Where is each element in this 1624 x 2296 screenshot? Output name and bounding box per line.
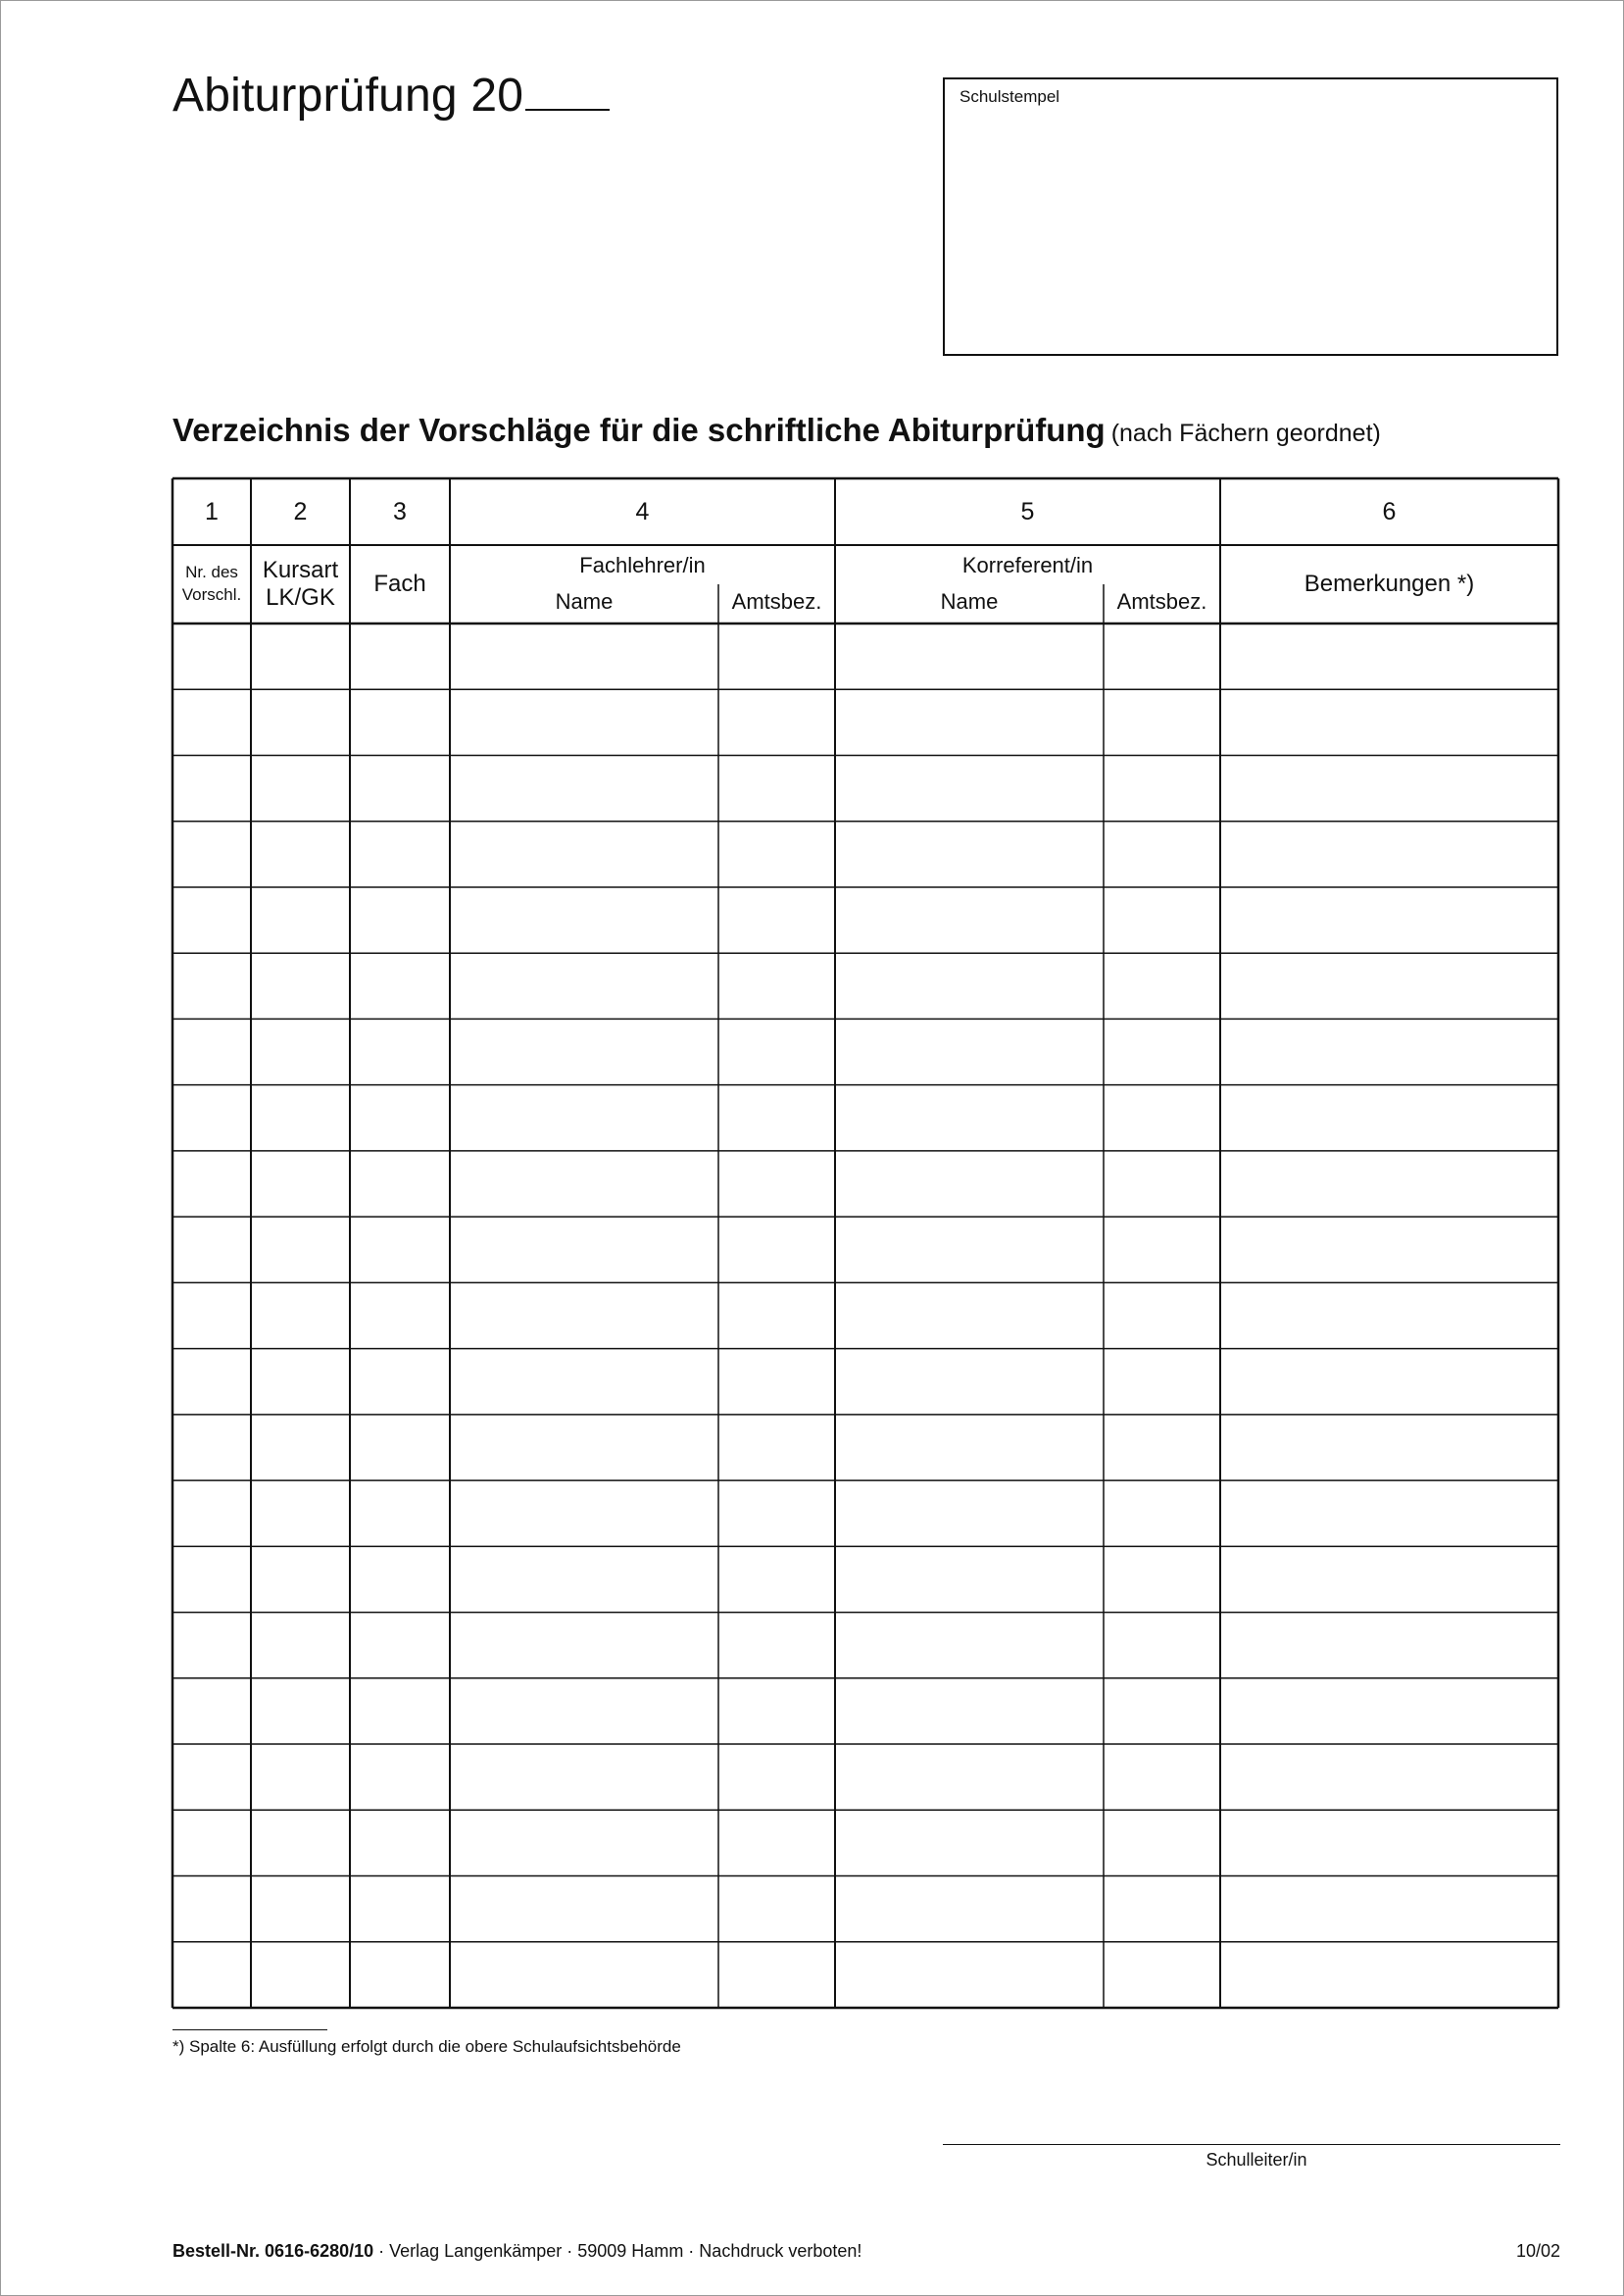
col-1-number: 1 [205,497,219,525]
signature-label: Schulleiter/in [1206,2150,1307,2170]
col-4-title-label: Amtsbez. [731,589,822,615]
publisher-text: · Verlag Langenkämper · 59009 Hamm · Nachdruck verboten! [373,2241,862,2261]
col-6-label: Bemerkungen *) [1304,571,1475,598]
col-3-number: 3 [393,497,407,525]
order-line [172,2241,861,2262]
school-stamp-label: Schulstempel [960,87,1060,106]
section-heading-main: Verzeichnis der Vorschläge für die schriftliche Abiturprüfung [172,412,1106,448]
signature-line[interactable] [943,2144,1560,2145]
form-version: 10/02 [1515,2241,1560,2261]
col-5-name-label: Name [940,589,999,615]
col-4-name-label: Name [555,589,614,615]
col-1-label: Nr. des Vorschl. [181,563,242,604]
col-3-label: Fach [373,571,426,598]
footnote-rule [172,2029,327,2030]
col-5-group-label: Korreferent/in [961,553,1094,578]
col-5-title-label: Amtsbez. [1116,589,1207,615]
col-2-number: 2 [293,497,308,525]
order-number: Bestell-Nr. 0616-6280/10 [172,2241,374,2261]
section-heading-note: (nach Fächern geordnet) [1110,420,1381,447]
col-4-number: 4 [635,497,650,525]
col-2-label: Kursart LK/GK [262,557,339,611]
form-title-text: Abiturprüfung 20 [172,70,524,122]
col-6-number: 6 [1382,497,1397,525]
footnote: *) Spalte 6: Ausfüllung erfolgt durch die obere Schulaufsichtsbehörde [172,2037,681,2056]
col-4-group-label: Fachlehrer/in [579,553,706,578]
col-5-number: 5 [1020,497,1035,525]
